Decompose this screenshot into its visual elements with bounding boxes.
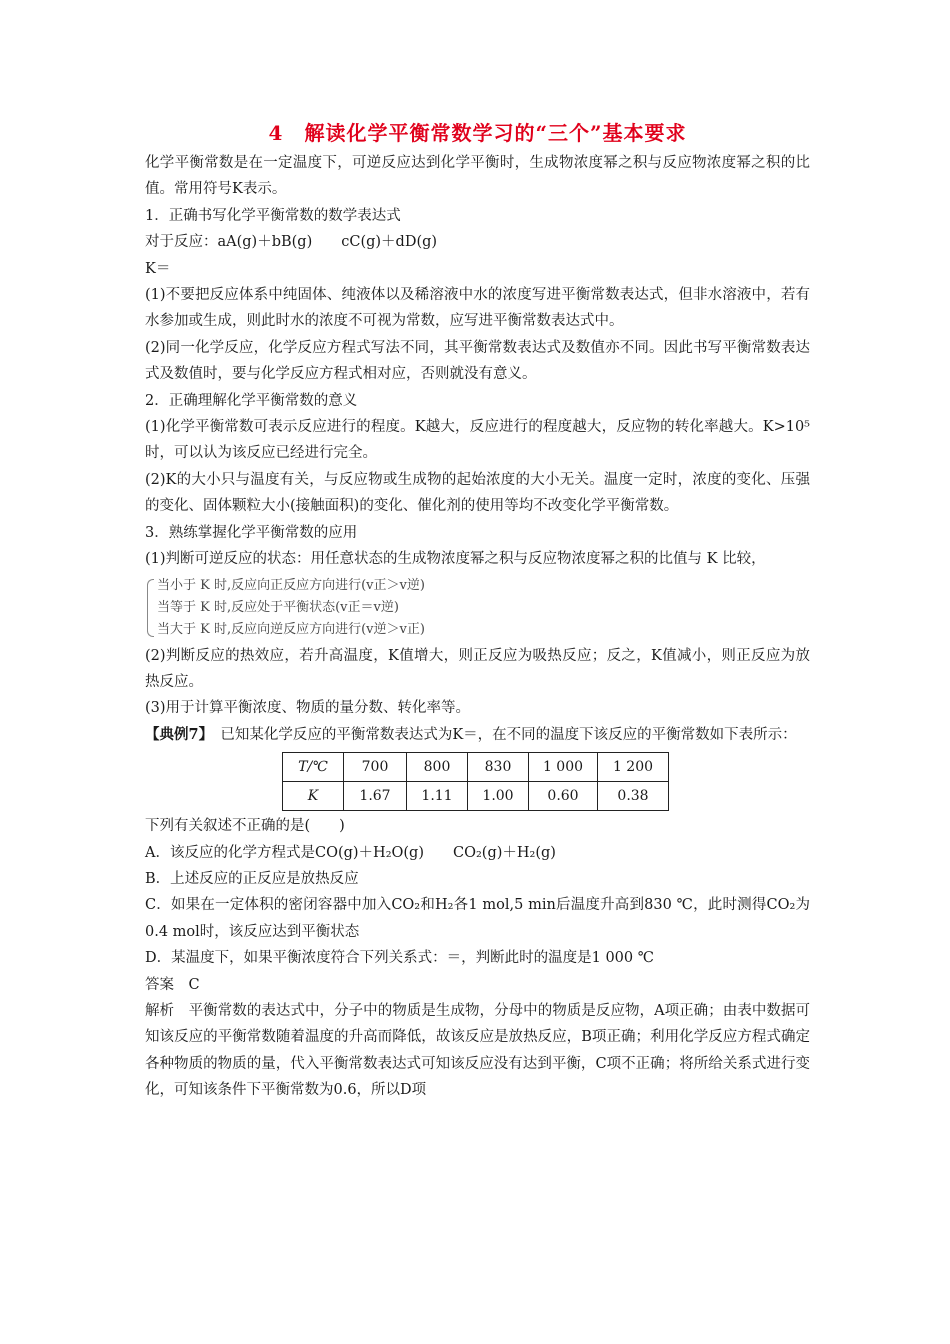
table-row — [283, 753, 669, 782]
table-cell: T/℃ — [283, 753, 344, 782]
section-3-heading: 3．熟练掌握化学平衡常数的应用 — [145, 524, 358, 541]
question-stem: 下列有关叙述不正确的是( ) — [145, 818, 345, 835]
section-1-point-1: (1)不要把反应体系中纯固体、纯液体以及稀溶液中水的浓度写进平衡常数表达式，但非水溶液中，若有水参加或生成，则此时水的浓度不可视为常数，应写进平衡常数表达式中。 — [145, 287, 810, 330]
table-cell: 800 — [407, 753, 468, 782]
case-equal: 当等于 K 时,反应处于平衡状态(v正＝v逆) — [157, 599, 399, 615]
table-cell: 1 200 — [598, 753, 669, 782]
table-cell: 830 — [468, 753, 529, 782]
case-less-than: 当小于 K 时,反应向正反应方向进行(v正＞v逆) — [157, 577, 425, 593]
section-2-heading: 2．正确理解化学平衡常数的意义 — [145, 392, 358, 409]
example-prompt — [145, 722, 810, 748]
comparison-cases — [147, 575, 810, 641]
table-cell: 0.60 — [529, 782, 598, 811]
section-3-point-2: (2)判断反应的热效应，若升高温度，K值增大，则正反应为吸热反应；反之，K值减小，则正反应为放热反应。 — [145, 647, 810, 690]
section-1-point-2: (2)同一化学反应，化学反应方程式写法不同，其平衡常数表达式及数值亦不同。因此书写平衡常数表达式及数值时，要与化学反应方程式相对应，否则就没有意义。 — [145, 339, 810, 383]
case-greater-than: 当大于 K 时,反应向逆反应方向进行(v逆＞v正) — [157, 621, 425, 637]
option-c: C．如果在一定体积的密闭容器中加入CO₂和H₂各1 mol,5 min后温度升高到830 ℃，此时测得CO₂为0.4 mol时，该反应达到平衡状态 — [145, 897, 810, 940]
analysis-paragraph: 解析 平衡常数的表达式中，分子中的物质是生成物，分母中的物质是反应物，A项正确；由表中数据可知该反应的平衡常数随着温度的升高而降低，故该反应是放热反应，B项正确；利用化学反应方程式确定各种物质的物质的量，代入平衡常数表达式可知该反应没有达到平衡，C项不正确；将所给关系式进行变化，可知该条件下平衡常数为0.6，所以D项 — [145, 1002, 810, 1099]
table-cell: 1.67 — [344, 782, 407, 811]
table-cell: 1.00 — [468, 782, 529, 811]
equilibrium-constant-table — [282, 752, 669, 811]
example-text: 已知某化学反应的平衡常数表达式为K＝，在不同的温度下该反应的平衡常数如下表所示： — [205, 726, 797, 743]
k-expression: K＝ — [145, 260, 171, 277]
option-d: D．某温度下，如果平衡浓度符合下列关系式：＝，判断此时的温度是1 000 ℃ — [145, 950, 654, 967]
answer-line: 答案 C — [145, 976, 200, 993]
intro-paragraph: 化学平衡常数是在一定温度下，可逆反应达到化学平衡时，生成物浓度幂之积与反应物浓度幂之积的比值。常用符号K表示。 — [145, 155, 810, 198]
document-page — [145, 118, 810, 1104]
table-cell: 0.38 — [598, 782, 669, 811]
option-a: A．该反应的化学方程式是CO(g)＋H₂O(g) CO₂(g)＋H₂(g) — [145, 844, 556, 861]
option-b: B．上述反应的正反应是放热反应 — [145, 870, 359, 887]
table-row — [283, 782, 669, 811]
section-2-point-2: (2)K的大小只与温度有关，与反应物或生成物的起始浓度的大小无关。温度一定时，浓度的变化、压强的变化、固体颗粒大小(接触面积)的变化、催化剂的使用等均不改变化学平衡常数。 — [145, 471, 810, 515]
table-cell: 1.11 — [407, 782, 468, 811]
table-cell: 700 — [344, 753, 407, 782]
section-3-point-3: (3)用于计算平衡浓度、物质的量分数、转化率等。 — [145, 700, 471, 717]
section-1-heading: 1．正确书写化学平衡常数的数学表达式 — [145, 207, 401, 224]
reaction-equation: 对于反应：aA(g)＋bB(g) cC(g)＋dD(g) — [145, 234, 438, 251]
table-cell: 1 000 — [529, 753, 598, 782]
section-2-point-1: (1)化学平衡常数可表示反应进行的程度。K越大，反应进行的程度越大，反应物的转化率越大。K>10⁵时，可以认为该反应已经进行完全。 — [145, 419, 810, 462]
example-label: 【典例7】 — [145, 725, 206, 743]
section-3-point-1: (1)判断可逆反应的状态：用任意状态的生成物浓度幂之积与反应物浓度幂之积的比值与 K 比较， — [145, 551, 766, 568]
table-cell: K — [283, 782, 344, 811]
page-title: 4 解读化学平衡常数学习的“三个”基本要求 — [268, 121, 687, 145]
